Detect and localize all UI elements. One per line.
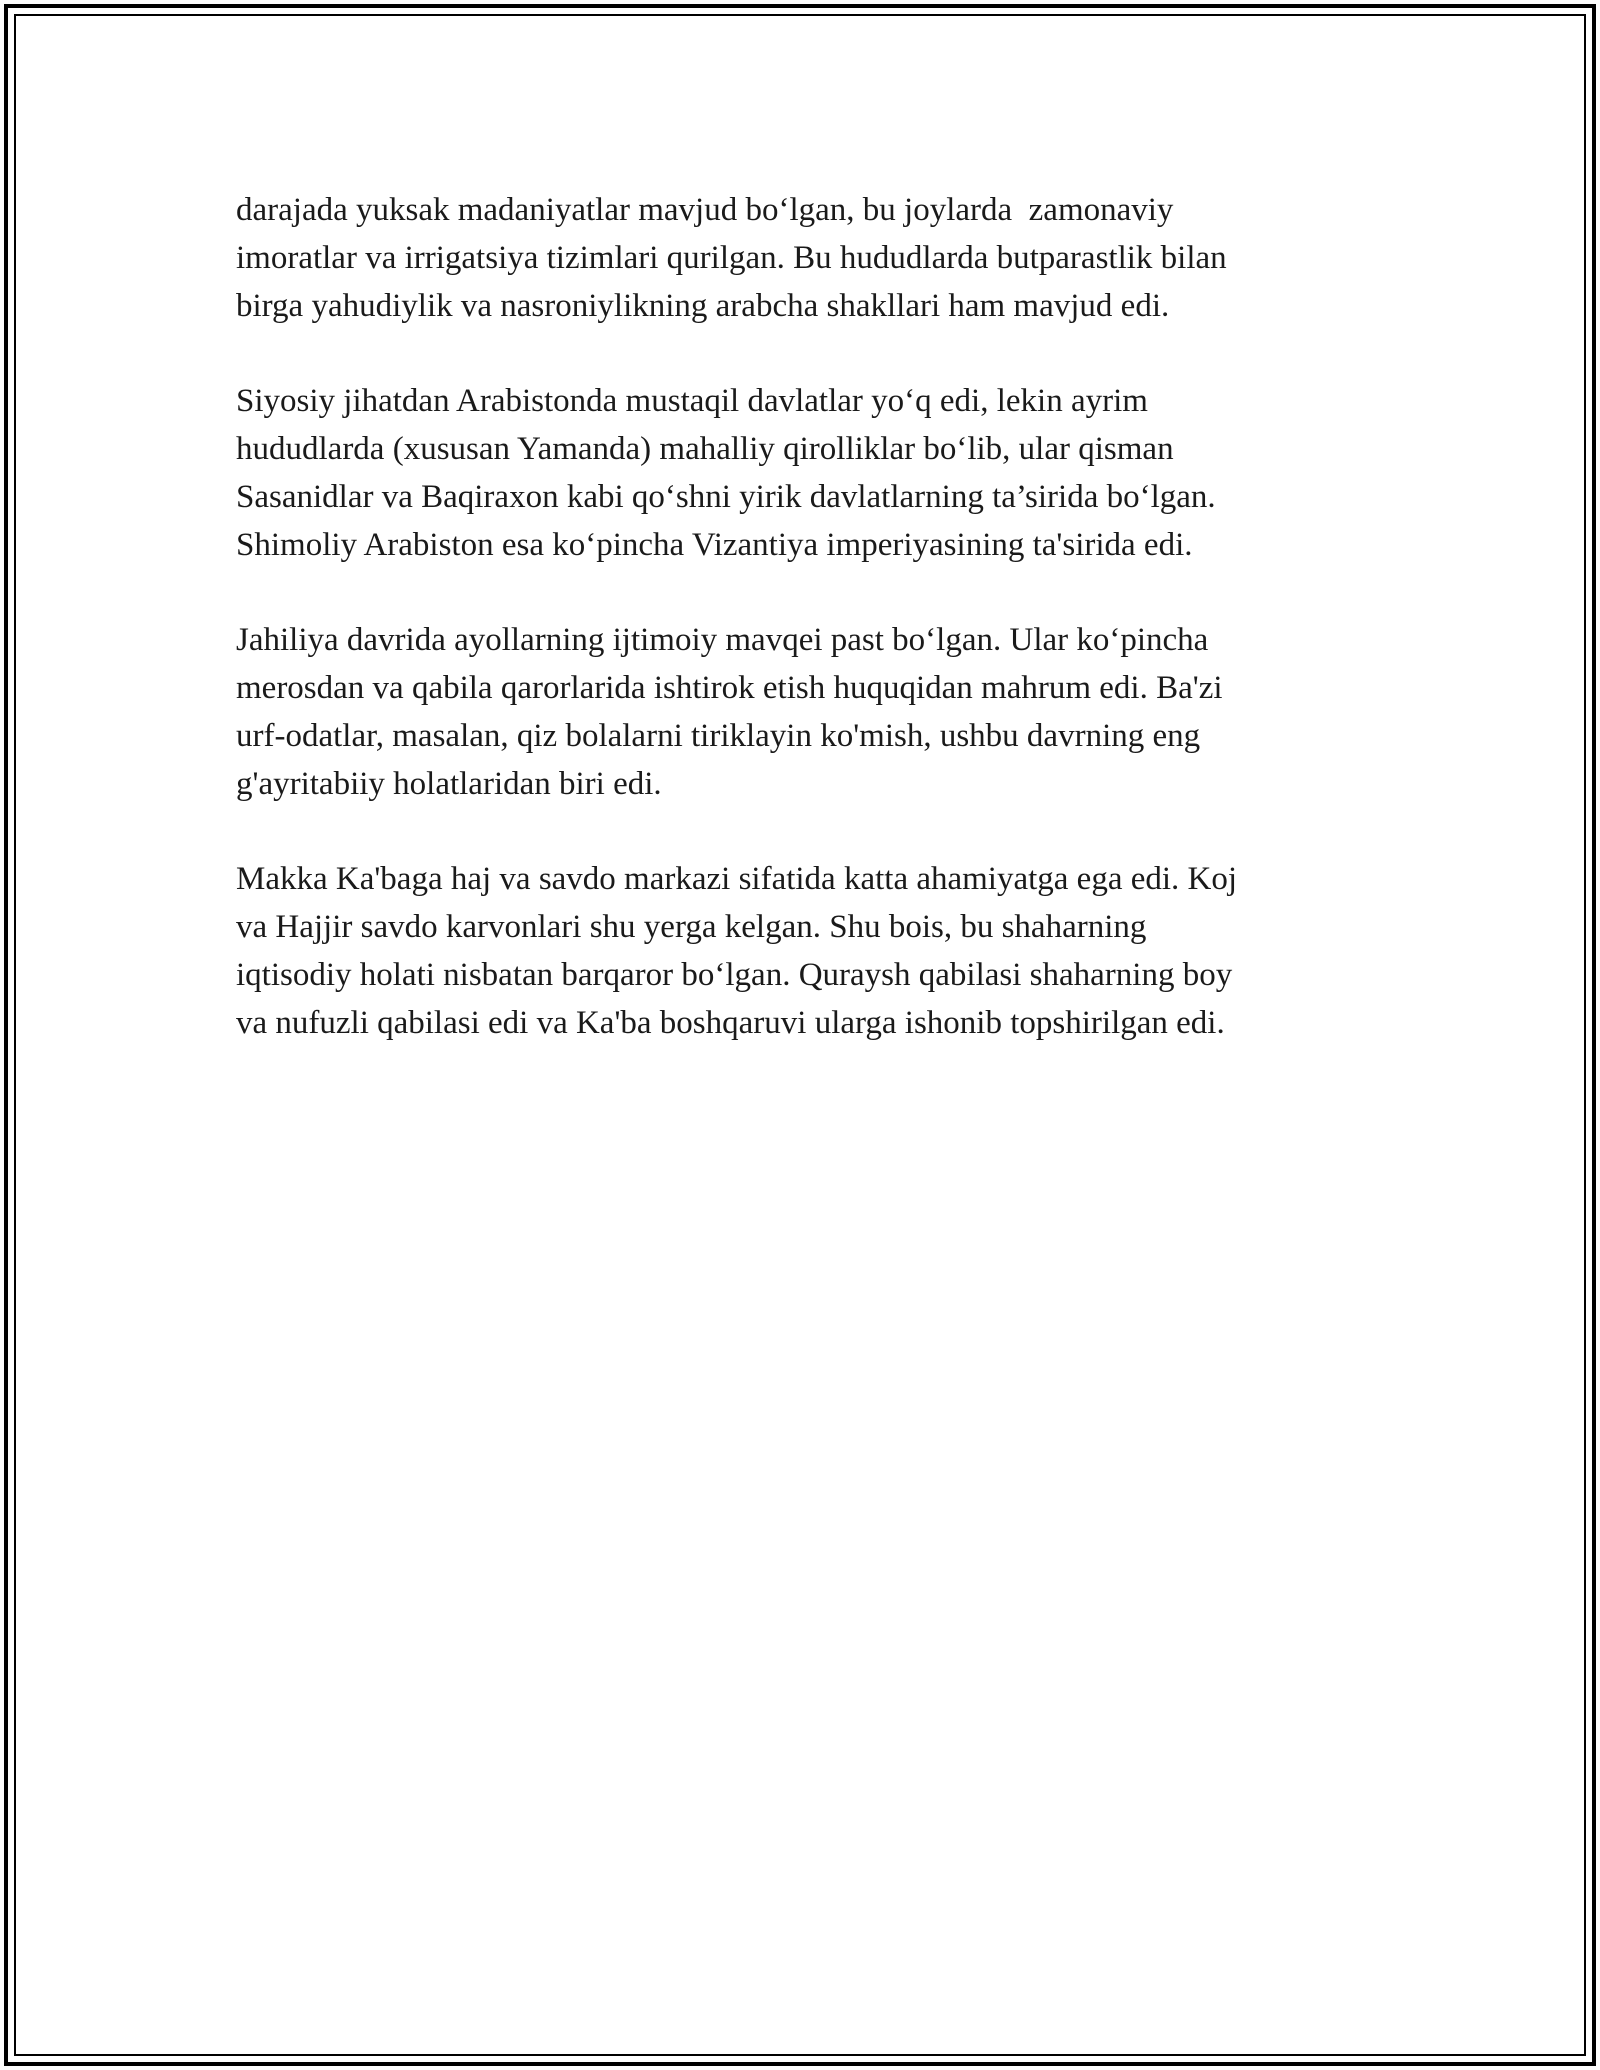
text-line: hududlarda (xususan Yamanda) mahalliy qirolliklar bo‘lib, ular qisman	[236, 431, 1174, 467]
text-line: merosdan va qabila qarorlarida ishtirok etish huquqidan mahrum edi. Ba'zi	[236, 670, 1223, 706]
text-line: birga yahudiylik va nasroniylikning arabcha shakllari ham mavjud edi.	[236, 288, 1170, 324]
text-line: Sasanidlar va Baqiraxon kabi qo‘shni yirik davlatlarning ta’sirida bo‘lgan.	[236, 479, 1216, 515]
text-line: Jahiliya davrida ayollarning ijtimoiy mavqei past bo‘lgan. Ular ko‘pincha	[236, 622, 1209, 658]
text-line: imoratlar va irrigatsiya tizimlari qurilgan. Bu hududlarda butparastlik bilan	[236, 240, 1227, 276]
document-body	[236, 186, 1376, 1094]
paragraph-2	[236, 377, 1376, 569]
text-line: Shimoliy Arabiston esa ko‘pincha Vizantiya imperiyasining ta'sirida edi.	[236, 527, 1193, 563]
text-line: Siyosiy jihatdan Arabistonda mustaqil davlatlar yo‘q edi, lekin ayrim	[236, 383, 1148, 419]
text-line: darajada yuksak madaniyatlar mavjud bo‘lgan, bu joylarda zamonaviy	[236, 192, 1174, 228]
paragraph-3	[236, 616, 1376, 808]
text-line: urf-odatlar, masalan, qiz bolalarni tiriklayin ko'mish, ushbu davrning eng	[236, 718, 1201, 754]
text-line: Makka Ka'baga haj va savdo markazi sifatida katta ahamiyatga ega edi. Koj	[236, 861, 1238, 897]
text-line: va nufuzli qabilasi edi va Ka'ba boshqaruvi ularga ishonib topshirilgan edi.	[236, 1005, 1225, 1041]
text-line: va Hajjir savdo karvonlari shu yerga kelgan. Shu bois, bu shaharning	[236, 909, 1147, 945]
paragraph-1	[236, 186, 1376, 330]
paragraph-4	[236, 855, 1376, 1047]
text-line: iqtisodiy holati nisbatan barqaror bo‘lgan. Quraysh qabilasi shaharning boy	[236, 957, 1233, 993]
text-line: g'ayritabiiy holatlaridan biri edi.	[236, 766, 662, 802]
